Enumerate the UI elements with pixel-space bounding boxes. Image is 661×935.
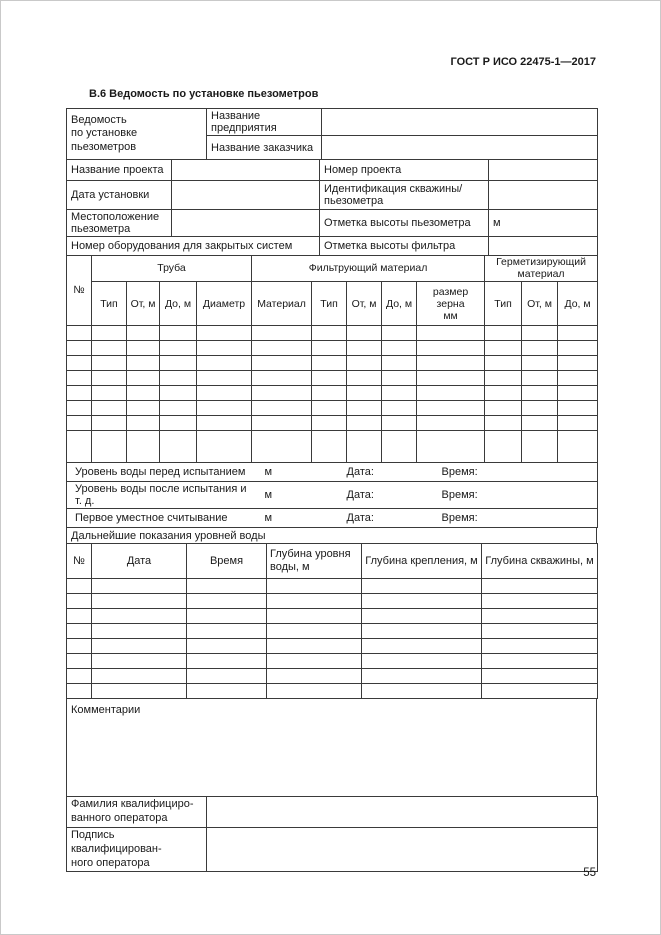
empty-cell	[482, 684, 598, 699]
col-header-pipe-diameter: Диаметр	[197, 282, 252, 326]
empty-cell	[197, 431, 252, 463]
empty-cell	[522, 431, 558, 463]
readings-col-no: №	[67, 544, 92, 579]
operator-signature-label-line1: Подпись квалифицирован-	[71, 829, 162, 855]
empty-cell	[67, 371, 92, 386]
readings-col-date: Дата	[92, 544, 187, 579]
water-after-unit: м	[257, 482, 339, 509]
empty-cell	[67, 416, 92, 431]
col-header-filter-type: Тип	[312, 282, 347, 326]
empty-cell	[482, 594, 598, 609]
empty-cell	[522, 401, 558, 416]
empty-cell	[92, 356, 127, 371]
empty-cell	[482, 639, 598, 654]
empty-cell	[417, 326, 485, 341]
empty-cell	[67, 654, 92, 669]
project-number-label: Номер проекта	[320, 160, 489, 181]
empty-cell	[92, 431, 127, 463]
empty-cell	[267, 639, 362, 654]
comments-table	[66, 698, 597, 797]
empty-cell	[417, 386, 485, 401]
empty-cell	[252, 356, 312, 371]
empty-cell	[312, 431, 347, 463]
empty-cell	[127, 431, 160, 463]
col-header-pipe-from: От, м	[127, 282, 160, 326]
empty-cell	[187, 639, 267, 654]
empty-cell	[252, 386, 312, 401]
empty-cell	[67, 401, 92, 416]
empty-cell	[67, 624, 92, 639]
row-equipment	[67, 237, 598, 256]
col-header-seal-to: До, м	[558, 282, 598, 326]
readings-table-body	[67, 579, 598, 699]
col-header-pipe-to: До, м	[160, 282, 197, 326]
empty-cell	[92, 609, 187, 624]
operator-name-label-line2: ванного оператора	[71, 812, 168, 825]
empty-cell	[92, 371, 127, 386]
empty-cell	[92, 594, 187, 609]
operator-name-label	[67, 797, 207, 828]
form-title-line: пьезометров	[71, 140, 137, 153]
empty-cell	[522, 356, 558, 371]
empty-cell	[267, 669, 362, 684]
empty-cell	[252, 326, 312, 341]
empty-cell	[558, 416, 598, 431]
empty-row	[67, 669, 598, 684]
empty-cell	[362, 579, 482, 594]
empty-cell	[485, 416, 522, 431]
empty-cell	[267, 594, 362, 609]
empty-cell	[362, 684, 482, 699]
water-level-row-first-reading	[67, 509, 598, 528]
project-number-value-field	[489, 160, 598, 181]
empty-cell	[417, 416, 485, 431]
empty-cell	[92, 579, 187, 594]
empty-cell	[417, 356, 485, 371]
empty-cell	[197, 416, 252, 431]
empty-cell	[267, 609, 362, 624]
empty-cell	[92, 401, 127, 416]
install-date-value-field	[172, 181, 320, 210]
empty-cell	[92, 654, 187, 669]
readings-col-time: Время	[187, 544, 267, 579]
col-header-filter-to: До, м	[382, 282, 417, 326]
empty-cell	[267, 654, 362, 669]
empty-cell	[197, 371, 252, 386]
water-level-row-before	[67, 463, 598, 482]
header-row-enterprise	[67, 109, 598, 136]
empty-row	[67, 371, 598, 386]
empty-cell	[485, 386, 522, 401]
empty-cell	[417, 341, 485, 356]
empty-cell	[92, 669, 187, 684]
empty-cell	[127, 386, 160, 401]
empty-cell	[252, 416, 312, 431]
well-id-value-field	[489, 181, 598, 210]
empty-cell	[382, 326, 417, 341]
empty-cell	[485, 431, 522, 463]
empty-cell	[67, 341, 92, 356]
empty-cell	[485, 371, 522, 386]
empty-row	[67, 416, 598, 431]
empty-cell	[485, 401, 522, 416]
empty-row	[67, 431, 598, 463]
empty-cell	[558, 401, 598, 416]
empty-cell	[362, 654, 482, 669]
empty-cell	[482, 624, 598, 639]
empty-cell	[252, 341, 312, 356]
form-title-line: Ведомость	[71, 114, 127, 127]
empty-cell	[160, 341, 197, 356]
row-project	[67, 160, 598, 181]
readings-header-row	[67, 544, 598, 579]
comments-row	[67, 699, 597, 797]
empty-cell	[312, 401, 347, 416]
location-value-field	[172, 210, 320, 237]
operator-signature-value-field	[207, 828, 598, 872]
empty-cell	[312, 341, 347, 356]
group-header-sealing-material: Герметизирующий материал	[485, 256, 598, 282]
empty-cell	[482, 579, 598, 594]
empty-cell	[160, 326, 197, 341]
empty-cell	[197, 341, 252, 356]
water-before-time-label: Время:	[434, 463, 598, 482]
row-install-date	[67, 181, 598, 210]
empty-cell	[362, 624, 482, 639]
group-header-row	[67, 256, 598, 282]
project-name-value-field	[172, 160, 320, 181]
water-after-date-label: Дата:	[339, 482, 434, 509]
empty-cell	[362, 639, 482, 654]
group-header-pipe: Труба	[92, 256, 252, 282]
col-header-seal-from: От, м	[522, 282, 558, 326]
empty-cell	[558, 326, 598, 341]
empty-cell	[92, 624, 187, 639]
water-before-date-label: Дата:	[339, 463, 434, 482]
empty-cell	[92, 386, 127, 401]
installation-table-body	[67, 326, 598, 463]
further-readings-caption-table	[66, 527, 597, 544]
empty-cell	[127, 326, 160, 341]
water-before-unit: м	[257, 463, 339, 482]
form-header-table	[66, 108, 598, 160]
empty-cell	[187, 609, 267, 624]
operator-name-value-field	[207, 797, 598, 828]
empty-cell	[67, 326, 92, 341]
empty-cell	[382, 356, 417, 371]
empty-cell	[417, 431, 485, 463]
empty-cell	[197, 326, 252, 341]
operator-signature-row	[67, 828, 598, 872]
empty-cell	[312, 371, 347, 386]
empty-cell	[382, 386, 417, 401]
empty-cell	[347, 431, 382, 463]
empty-cell	[187, 669, 267, 684]
first-reading-unit: м	[257, 509, 339, 528]
empty-cell	[347, 341, 382, 356]
empty-cell	[347, 371, 382, 386]
piezometer-elevation-label: Отметка высоты пьезометра	[320, 210, 489, 237]
empty-row	[67, 401, 598, 416]
empty-cell	[312, 356, 347, 371]
empty-cell	[347, 401, 382, 416]
empty-cell	[558, 371, 598, 386]
customer-label: Название заказчика	[207, 136, 322, 160]
empty-cell	[92, 639, 187, 654]
empty-cell	[187, 579, 267, 594]
empty-cell	[67, 639, 92, 654]
water-levels-table	[66, 462, 598, 528]
enterprise-value-field	[322, 109, 598, 136]
empty-cell	[127, 341, 160, 356]
water-before-label: Уровень воды перед испытанием	[67, 463, 257, 482]
empty-cell	[92, 684, 187, 699]
readings-table	[66, 543, 598, 699]
empty-cell	[558, 356, 598, 371]
section-title: В.6 Ведомость по установке пьезометров	[89, 88, 319, 100]
col-header-grain-size: размер зерна мм	[417, 282, 485, 326]
empty-cell	[522, 371, 558, 386]
piezometer-elevation-unit: м	[489, 210, 598, 237]
empty-cell	[382, 416, 417, 431]
empty-row	[67, 579, 598, 594]
sub-header-row	[67, 282, 598, 326]
empty-cell	[485, 356, 522, 371]
first-reading-time-label: Время:	[434, 509, 598, 528]
empty-cell	[160, 401, 197, 416]
first-reading-label: Первое уместное считывание	[67, 509, 257, 528]
empty-row	[67, 594, 598, 609]
col-header-filter-material: Материал	[252, 282, 312, 326]
operator-signature-label-line2: ного оператора	[71, 856, 150, 869]
form-title-cell	[67, 109, 207, 160]
empty-cell	[127, 416, 160, 431]
empty-cell	[267, 579, 362, 594]
empty-cell	[267, 684, 362, 699]
empty-cell	[347, 416, 382, 431]
empty-cell	[482, 669, 598, 684]
empty-row	[67, 609, 598, 624]
empty-cell	[67, 609, 92, 624]
empty-cell	[187, 624, 267, 639]
empty-cell	[558, 341, 598, 356]
empty-cell	[482, 609, 598, 624]
empty-cell	[92, 326, 127, 341]
enterprise-label: Название предприятия	[207, 109, 322, 136]
empty-cell	[347, 326, 382, 341]
empty-cell	[127, 356, 160, 371]
empty-cell	[417, 371, 485, 386]
customer-value-field	[322, 136, 598, 160]
empty-cell	[382, 401, 417, 416]
empty-cell	[67, 579, 92, 594]
empty-cell	[522, 341, 558, 356]
empty-cell	[67, 431, 92, 463]
well-id-label: Идентификация скважины/пьезометра	[320, 181, 489, 210]
empty-cell	[67, 386, 92, 401]
empty-cell	[252, 431, 312, 463]
empty-cell	[67, 356, 92, 371]
operator-name-label-line1: Фамилия квалифициро-	[71, 798, 194, 811]
empty-cell	[522, 326, 558, 341]
empty-cell	[382, 341, 417, 356]
group-header-filter-material: Фильтрующий материал	[252, 256, 485, 282]
empty-cell	[187, 594, 267, 609]
empty-cell	[252, 401, 312, 416]
empty-cell	[382, 431, 417, 463]
empty-cell	[558, 431, 598, 463]
readings-col-casing-depth: Глубина крепления, м	[362, 544, 482, 579]
filter-elevation-label: Отметка высоты фильтра	[320, 237, 489, 256]
empty-cell	[267, 624, 362, 639]
empty-cell	[160, 431, 197, 463]
operator-name-row	[67, 797, 598, 828]
operator-signature-label	[67, 828, 207, 872]
empty-cell	[197, 401, 252, 416]
empty-cell	[382, 371, 417, 386]
empty-row	[67, 639, 598, 654]
empty-cell	[522, 386, 558, 401]
empty-cell	[485, 326, 522, 341]
empty-row	[67, 684, 598, 699]
empty-cell	[362, 669, 482, 684]
first-reading-date-label: Дата:	[339, 509, 434, 528]
readings-col-borehole-depth: Глубина скважины, м	[482, 544, 598, 579]
empty-cell	[197, 386, 252, 401]
empty-cell	[160, 371, 197, 386]
empty-row	[67, 356, 598, 371]
empty-row	[67, 386, 598, 401]
water-level-row-after	[67, 482, 598, 509]
empty-cell	[160, 356, 197, 371]
form-title-line: по установке	[71, 127, 138, 140]
further-readings-row	[67, 528, 597, 544]
empty-cell	[160, 416, 197, 431]
empty-cell	[417, 401, 485, 416]
empty-cell	[347, 386, 382, 401]
empty-cell	[160, 386, 197, 401]
doc-number: ГОСТ Р ИСО 22475-1—2017	[450, 56, 596, 68]
comments-label: Комментарии	[67, 699, 597, 797]
piezometer-form	[66, 108, 597, 872]
empty-cell	[312, 416, 347, 431]
empty-cell	[485, 341, 522, 356]
filter-elevation-value-field	[489, 237, 598, 256]
location-label: Местоположение пьезометра	[67, 210, 172, 237]
empty-cell	[92, 341, 127, 356]
equipment-label: Номер оборудования для закрытых систем	[67, 237, 320, 256]
empty-cell	[362, 594, 482, 609]
water-after-label: Уровень воды после испытания и т. д.	[67, 482, 257, 509]
empty-cell	[67, 669, 92, 684]
further-readings-label: Дальнейшие показания уровней воды	[67, 528, 597, 544]
col-header-filter-from: От, м	[347, 282, 382, 326]
signatures-table	[66, 796, 598, 872]
readings-col-water-depth: Глубина уровня воды, м	[267, 544, 362, 579]
empty-row	[67, 326, 598, 341]
project-info-table	[66, 159, 598, 256]
empty-cell	[558, 386, 598, 401]
page-number: 55	[583, 867, 596, 879]
empty-cell	[187, 654, 267, 669]
empty-row	[67, 624, 598, 639]
installation-table	[66, 255, 598, 463]
empty-cell	[67, 594, 92, 609]
empty-cell	[127, 401, 160, 416]
project-name-label: Название проекта	[67, 160, 172, 181]
empty-row	[67, 341, 598, 356]
install-date-label: Дата установки	[67, 181, 172, 210]
empty-cell	[197, 356, 252, 371]
col-header-seal-type: Тип	[485, 282, 522, 326]
empty-cell	[347, 356, 382, 371]
empty-cell	[522, 416, 558, 431]
empty-cell	[312, 386, 347, 401]
empty-row	[67, 654, 598, 669]
col-header-pipe-type: Тип	[92, 282, 127, 326]
empty-cell	[187, 684, 267, 699]
empty-cell	[67, 684, 92, 699]
empty-cell	[127, 371, 160, 386]
water-after-time-label: Время:	[434, 482, 598, 509]
col-header-no: №	[67, 256, 92, 326]
row-location	[67, 210, 598, 237]
empty-cell	[362, 609, 482, 624]
empty-cell	[252, 371, 312, 386]
empty-cell	[92, 416, 127, 431]
empty-cell	[482, 654, 598, 669]
empty-cell	[312, 326, 347, 341]
